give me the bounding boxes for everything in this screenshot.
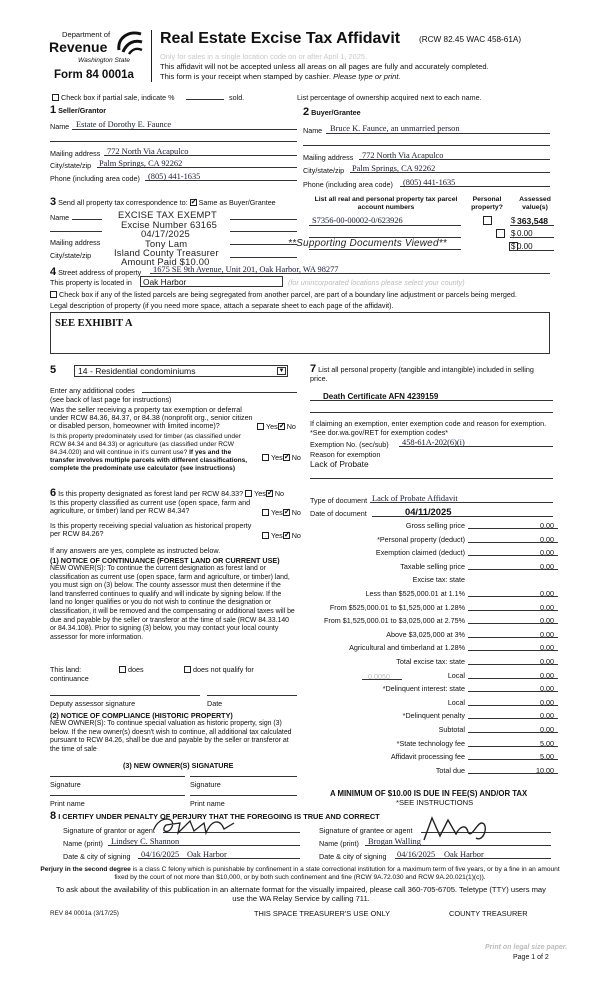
notice-type-print: Please type or print. [333, 72, 401, 81]
grantor-city: Oak Harbor [187, 850, 227, 859]
notice-continuance-title: (1) NOTICE OF CONTINUANCE (FOREST LAND OR CURRENT USE) [50, 556, 280, 565]
tax-row-value: 0.00 [540, 670, 554, 680]
additional-codes-label: Enter any additional codes [50, 386, 135, 395]
exemption-yes-no: Yes✓ No [257, 422, 296, 431]
grantee-date: 04/16/2025 [397, 850, 436, 859]
grantee-date-label: Date & city of signing [319, 852, 387, 861]
buyer-name: Bruce K. Faunce, an unmarried person [330, 124, 460, 133]
buyer-heading: 2 Buyer/Grantee [303, 106, 361, 118]
timber-yes-no: Yes✓ No [262, 453, 301, 462]
notice-receipt: This form is your receipt when stamped by cashier. Please type or print. [160, 72, 401, 81]
historic-question: Is this property receiving special valuation as historical property per RCW 84.26? [50, 521, 252, 538]
located-label: This property is located in [50, 278, 132, 287]
tax-row-label: *State technology fee [396, 738, 465, 748]
doc-type-label: Type of document [310, 496, 368, 505]
land-does-checkbox[interactable] [119, 666, 126, 673]
tax-row-label: Exemption claimed (deduct) [375, 548, 465, 558]
deputy-date-label: Date [207, 699, 223, 708]
dept-line3: Washington State [78, 57, 130, 64]
seller-phone-label: Phone (including area code) [50, 174, 140, 183]
owner-signature-label1: Signature [50, 780, 81, 789]
grantee-city: Oak Harbor [444, 850, 484, 859]
tax-row-value: 0.00 [540, 711, 554, 721]
tax-row-label: *Personal property (deduct) [377, 534, 465, 544]
stamp-date: 04/17/2025 [141, 228, 190, 239]
forest-no-checkbox[interactable] [266, 490, 273, 497]
alternate-format-notice: To ask about the availability of this publication in an alternate format for the visually impaired, please call 360-705-6705. Teletype (TTY) users may use the WA Relay Service by calling 711. [56, 885, 546, 903]
owner-signature-line2[interactable] [190, 776, 297, 777]
parcel-line-3[interactable] [309, 249, 461, 250]
timber-yes-checkbox[interactable] [262, 454, 269, 461]
land-use-select[interactable] [74, 365, 288, 377]
parcel-number-1: S7356-00-00002-0/623926 [312, 216, 403, 225]
doc-date-label: Date of document [310, 509, 367, 518]
tax-row-label: Total excise tax: state [396, 657, 465, 666]
buyer-name-line[interactable] [326, 133, 550, 134]
stamp-treasurer: Island County Treasurer [114, 247, 219, 258]
seller-name-line2[interactable] [50, 141, 297, 142]
buyer-mailing-line[interactable] [359, 159, 550, 160]
reason-value: Lack of Probate [310, 459, 369, 469]
personal-property-checkbox-2[interactable] [496, 229, 505, 238]
revision-number: REV 84 0001a (3/17/25) [50, 910, 119, 917]
land-does-not-checkbox[interactable] [184, 666, 191, 673]
grantor-signature-image [150, 813, 250, 837]
partial-sale-row: Check box if partial sale, indicate % [52, 93, 174, 102]
current-use-no-checkbox[interactable] [283, 509, 290, 516]
assessed-line-1[interactable] [510, 225, 554, 226]
seller-heading: 1 Seller/Grantor [50, 104, 107, 116]
grantor-name: Lindsey C. Shannon [111, 837, 180, 846]
tax-row-label: From $525,000.01 to $1,525,000 at 1.28% [329, 602, 465, 612]
tax-row-value: 5.00 [540, 752, 554, 762]
section3-city-line[interactable] [230, 257, 297, 258]
stamp-excise-number: Excise Number 63165 [121, 219, 218, 230]
page-number: Page 1 of 2 [513, 954, 549, 961]
grantor-name-line[interactable] [108, 845, 300, 846]
stamp-supporting-docs: **Supporting Documents Viewed** [288, 238, 447, 249]
tax-row-label: Gross selling price [405, 521, 465, 530]
seller-phone-line[interactable] [145, 180, 297, 181]
notice-continuance-body: NEW OWNER(S): To continue the current designation as forest land or classification as current use (open space, farm and agriculture, or timber) land, you must sign on (3) below. The county assessor must then determine if the land transferred continues to qualify and will indicate by signing below. If the land no longer qualifies or you do not wish to continue the designation or classification, it will be removed and the compensating or additional taxes will be due and payable by the seller or transferor at the time of sale (RCW 84.33.140 or 84.34.108). Prior to signing (3) below, you may contact your local county assessor for more information. [50, 565, 295, 641]
tax-row-value: 0.00 [540, 697, 554, 707]
exemption-number-line[interactable] [399, 446, 553, 447]
section3-name-line2[interactable] [50, 231, 102, 232]
assessed-line-3[interactable] [510, 250, 554, 251]
grantee-name-label: Name (print) [319, 839, 359, 848]
tax-row-value: 0.00 [540, 725, 554, 734]
parcel-list-header: List all real and personal property tax parcel account numbers [314, 196, 458, 211]
section3-city-label: City/state/zip [50, 251, 92, 260]
doc-date-line[interactable] [372, 516, 553, 517]
section3-name-label: Name [50, 213, 70, 222]
seller-city-line[interactable] [97, 167, 297, 168]
stamp-amount: Amount Paid $10.00 [121, 256, 210, 267]
forest-question: 6 Is this property designated as forest land per RCW 84.33? Yes✓ No [50, 487, 284, 499]
tax-row-label: From $1,525,000.01 to $3,025,000 at 2.75% [323, 616, 465, 626]
buyer-city-label: City/state/zip [303, 166, 345, 175]
seller-name: Estate of Dorothy E. Faunce [76, 120, 172, 129]
page-title: Real Estate Excise Tax Affidavit [160, 30, 401, 47]
this-land-label: This land: [50, 665, 82, 674]
deputy-signature-line[interactable] [50, 695, 200, 696]
ownership-note: List percentage of ownership acquired next to each name. [297, 93, 482, 102]
land-use-value: 14 - Residential condominiums [78, 366, 196, 376]
header-divider [151, 30, 152, 82]
tax-row-value: 0.00 [540, 657, 554, 666]
stamp-exempt: EXCISE TAX EXEMPT [118, 209, 217, 220]
buyer-city: Palm Springs, CA 92262 [352, 164, 436, 173]
property-street: 1675 SE 9th Avenue, Unit 201, Oak Harbor, WA 98277 [153, 265, 339, 274]
personal-property-checkbox-1[interactable] [483, 216, 492, 225]
assessed-value-2: 0.00 [517, 229, 533, 238]
unincorporated-note: (for unincorporated locations please select your county) [288, 278, 465, 287]
exemption-number: 458-61A-202(6)(i) [402, 438, 465, 447]
see-instructions: *SEE INSTRUCTIONS [396, 798, 474, 807]
tax-row-label: Taxable selling price [400, 561, 465, 571]
continuance-label: continuance [50, 674, 89, 683]
grantor-date-line[interactable] [138, 858, 300, 859]
timber-no-checkbox[interactable] [283, 454, 290, 461]
seller-city: Palm Springs, CA 92262 [99, 159, 183, 168]
exemption-number-label: Exemption No. (sec/sub) [310, 440, 389, 449]
tax-row-value: 0.00 [540, 616, 554, 626]
street-label: 4 Street address of property [50, 266, 142, 278]
exemption-yes-checkbox[interactable] [257, 423, 264, 430]
notice-complete: This affidavit will not be accepted unless all areas on all pages are fully and accurately completed. [160, 62, 489, 71]
codes-note: (see back of last page for instructions) [50, 395, 172, 404]
tax-row-value: 0.00 [540, 684, 554, 694]
seller-city-label: City/state/zip [50, 161, 92, 170]
partial-sold-label: sold. [229, 93, 245, 102]
section3-heading: 3 Send all property tax correspondence to: ✓ Same as Buyer/Grantee [50, 196, 276, 208]
stamp-name: Tony Lam [145, 238, 188, 249]
personal-property-label: 7 List all personal property (tangible and intangible) included in selling price. [310, 363, 534, 383]
legal-label: Legal description of property (if you need more space, attach a separate sheet to each page of the affidavit). [50, 301, 394, 310]
tax-row-label: Local [447, 670, 465, 680]
deputy-signature-label: Deputy assessor signature [50, 699, 136, 708]
buyer-name-line2[interactable] [303, 145, 550, 146]
owner-print-label1: Print name [50, 799, 85, 808]
notice-single-location: Only for sales in a single location code on or after April 1, 2025. [160, 52, 368, 61]
seller-name-line[interactable] [72, 129, 297, 130]
tax-row-label: Affidavit processing fee [390, 752, 465, 762]
tax-row-label: Agricultural and timberland at 1.28% [349, 643, 465, 653]
section5-num: 5 [50, 364, 57, 376]
section3-name-line-right[interactable] [230, 219, 297, 220]
seller-name-label: Name [50, 122, 70, 131]
assessed-dollar-3: $ [511, 242, 516, 251]
tax-row-value: 0.00 [540, 521, 554, 530]
grantee-date-line[interactable] [395, 858, 551, 859]
section3-mailing-line[interactable] [230, 244, 297, 245]
legal-size-note: Print on legal size paper. [485, 944, 568, 951]
local-rate: 0.0050 [368, 671, 390, 681]
street-line[interactable] [150, 273, 550, 274]
current-use-yes-checkbox[interactable] [262, 509, 269, 516]
current-use-yes-no: Yes✓ No [262, 508, 301, 517]
buyer-phone-line[interactable] [400, 186, 550, 187]
grantor-signature-label: Signature of grantor or agent [63, 826, 155, 835]
grantor-date-label: Date & city of signing [63, 852, 131, 861]
land-does: does [119, 665, 144, 674]
grantee-name-line[interactable] [365, 845, 551, 846]
local-rate-line[interactable] [362, 679, 402, 680]
tax-row-label: Excise tax: state [412, 575, 465, 585]
perjury-notice: Perjury in the second degree is a class C felony which is punishable by confinement in a state correctional institution for a maximum term of five years, or by a fine in an amount fixed by the court of not more than $10,000, or by both such confinement and fine (RCW 9A.72.030 and RCW 9A.20.021(1)(c)). [40, 866, 560, 881]
seller-mailing: 772 North Via Acapulco [107, 147, 189, 156]
revenue-logo-icon [115, 28, 145, 56]
assessed-value-header: Assessed value(s) [519, 196, 551, 211]
tax-row-label: Local [447, 697, 465, 707]
land-does-not: does not qualify for [184, 665, 254, 674]
tax-row-value: 0.00 [540, 629, 554, 639]
owner-print-line1[interactable] [50, 795, 185, 796]
personal-property-line2[interactable] [310, 412, 553, 413]
buyer-mailing-label: Mailing address [303, 153, 354, 162]
assessed-value-3: 0.00 [517, 242, 533, 251]
buyer-phone-label: Phone (including area code) [303, 180, 393, 189]
forest-yes-checkbox[interactable] [245, 490, 252, 497]
partial-percent-line[interactable] [186, 99, 224, 100]
minimum-notice: A MINIMUM OF $10.00 IS DUE IN FEE(S) AND/OR TAX [330, 789, 528, 798]
tax-row-value: 0.00 [540, 561, 554, 571]
county-treasurer: COUNTY TREASURER [449, 909, 528, 918]
tax-row-label: Above $3,025,000 at 3% [386, 629, 465, 639]
notice-compliance-body: NEW OWNER(S): To continue special valuation as historic property, sign (3) below. If the new owner(s) doesn't wish to continue, all additional tax calculated pursuant to RCW 84.26, shall be due and payable by the seller or transferor at the time of sale [50, 720, 292, 753]
exemption-instructions: If claiming an exemption, enter exemption code and reason for exemption. *See dor.wa.gov/RET for exemption codes* [310, 419, 547, 437]
buyer-name-label: Name [303, 126, 323, 135]
tax-row-value: 5.00 [540, 738, 554, 748]
form-number: Form 84 0001a [54, 69, 134, 81]
tax-row-label: Less than $525,000.01 at 1.1% [365, 589, 465, 598]
owner-print-label2: Print name [190, 799, 225, 808]
seller-mailing-line[interactable] [104, 155, 297, 156]
tax-row-label: *Delinquent interest: state [382, 684, 465, 694]
doc-type-value: Lack of Probate Affidavit [372, 494, 458, 503]
grantor-date: 04/16/2025 [141, 850, 180, 859]
assessed-dollar-2: $ [511, 229, 516, 238]
grantee-name: Brogan Walling [368, 837, 421, 846]
parcel-line-1[interactable] [309, 225, 461, 226]
tax-row-value: 10.00 [536, 765, 554, 775]
same-as-buyer-checkbox[interactable] [190, 199, 197, 206]
assessed-dollar-1: $ [511, 216, 516, 225]
exemption-no-checkbox[interactable] [278, 423, 285, 430]
tax-row-value: 0.00 [540, 643, 554, 653]
additional-codes-line[interactable] [142, 392, 297, 393]
deputy-date-line[interactable] [207, 695, 297, 696]
doc-date-value: 04/11/2025 [405, 506, 452, 517]
seller-phone: (805) 441-1635 [148, 172, 201, 181]
tax-row-value: 0.00 [540, 589, 554, 598]
located-select[interactable]: Oak Harbor [140, 276, 283, 287]
grantor-name-label: Name (print) [63, 839, 103, 848]
tax-row-value: 0.00 [540, 602, 554, 612]
grantee-signature-label: Signature of grantee or agent [319, 826, 413, 835]
certify-statement: 8 I CERTIFY UNDER PENALTY OF PERJURY THAT THE FOREGOING IS TRUE AND CORRECT [50, 810, 380, 822]
segregated-row: Check box if any of the listed parcels are being segregated from another parcel, are part of a boundary line adjustment or parcels being merged. [50, 290, 517, 299]
chevron-down-icon[interactable]: ▼ [278, 368, 285, 374]
buyer-mailing: 772 North Via Acapulco [362, 151, 444, 160]
exemption-question: Was the seller receiving a property tax exemption or deferral under RCW 84.36, 84.37, or 84.38 (nonprofit org., senior citizen or disabled person, homeowner with limited income)? [50, 405, 253, 430]
section3-name-line[interactable] [72, 219, 102, 220]
doc-type-line[interactable] [370, 502, 553, 503]
new-owner-signature-title: (3) NEW OWNER(S) SIGNATURE [123, 761, 234, 770]
historic-no-checkbox[interactable] [283, 532, 290, 539]
legal-description: SEE EXHIBIT A [55, 318, 133, 329]
owner-signature-label2: Signature [190, 780, 221, 789]
partial-sale-checkbox[interactable] [52, 94, 59, 101]
tax-row-label: *Delinquent penalty [402, 711, 465, 721]
timber-calculator-note: If yes and the transfer involves multiple parcels with different classifications, complete the predominate use calculator (see instructions) [50, 449, 248, 472]
assessed-line-2[interactable] [510, 237, 554, 238]
tax-row-label: Subtotal [438, 725, 465, 734]
seller-mailing-label: Mailing address [50, 149, 101, 158]
tax-row-value: 0.00 [540, 548, 554, 558]
segregated-checkbox[interactable] [50, 291, 57, 298]
reason-line[interactable] [310, 478, 553, 479]
tax-row-label: Total due [435, 765, 465, 775]
dept-line1: Department of [62, 30, 111, 39]
owner-signature-line1[interactable] [50, 776, 185, 777]
reason-label: Reason for exemption [310, 450, 381, 459]
owner-print-line2[interactable] [190, 795, 297, 796]
personal-property-line1[interactable] [310, 400, 553, 401]
section3-mailing-label: Mailing address [50, 238, 101, 247]
personal-property-header: Personal property? [471, 196, 503, 211]
treasurer-use-only: THIS SPACE TREASURER'S USE ONLY [254, 909, 391, 918]
buyer-city-line[interactable] [350, 172, 550, 173]
section3-name-line2-right[interactable] [230, 231, 297, 232]
grantee-signature-image [418, 812, 498, 846]
historic-yes-no: Yes✓ No [262, 531, 301, 540]
timber-question: Is this property predominately used for timber (as classified under RCW 84.34 and 84.33) or agriculture (as classified under RCW 84.34.020) and will continue in it's current use? If yes and the transfer involves multiple parcels with different classifications, complete the predominate use calculator (see instructions) [50, 433, 248, 472]
if-yes-note: If any answers are yes, complete as instructed below. [50, 546, 221, 555]
rcw-reference: (RCW 82.45 WAC 458-61A) [419, 35, 522, 44]
historic-yes-checkbox[interactable] [262, 532, 269, 539]
notice-compliance-title: (2) NOTICE OF COMPLIANCE (HISTORIC PROPERTY) [50, 711, 233, 720]
current-use-question: Is this property classified as current use (open space, farm and agriculture, or timber) land per RCW 84.34? [50, 498, 251, 515]
dept-line2: Revenue [49, 39, 108, 55]
tax-row-value: 0.00 [540, 534, 554, 544]
parcel-line-2[interactable] [309, 237, 461, 238]
perjury-title: Perjury in the second degree [40, 866, 131, 873]
assessed-value-1: 363,548 [517, 216, 549, 226]
personal-property-value: Death Certificate AFN 4239159 [323, 392, 439, 401]
buyer-phone: (805) 441-1635 [403, 178, 456, 187]
